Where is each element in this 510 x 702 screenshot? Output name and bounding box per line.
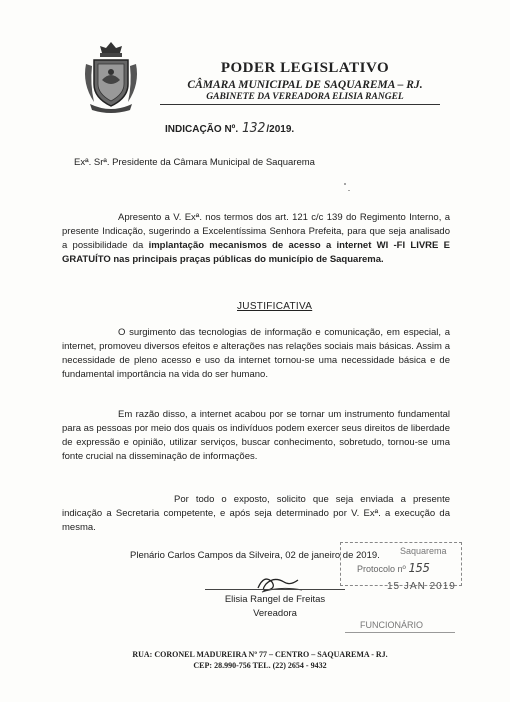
letterhead-title: PODER LEGISLATIVO: [220, 60, 390, 76]
signatory-name: Elisia Rangel de Freitas: [224, 594, 326, 605]
footer-contact: CEP: 28.990-756 TEL. (22) 2654 - 9432: [193, 661, 327, 670]
footer-address: RUA: CORONEL MADUREIRA Nº 77 – CENTRO – SAQUAREMA - RJ.: [132, 650, 388, 659]
stamp-date: 15 JAN 2019: [387, 581, 456, 592]
indication-number-line: [165, 121, 294, 136]
coat-of-arms-logo: [80, 40, 142, 114]
salutation: Exª. Srª. Presidente da Câmara Municipal de Saquarema: [74, 157, 315, 168]
stamp-protocol-number: 155: [408, 561, 431, 575]
stamp-clerk: FUNCIONÁRIO: [360, 620, 423, 630]
indication-year: /2019.: [266, 124, 295, 135]
indication-label: INDICAÇÃO Nº.: [165, 124, 239, 135]
conclusion-text: Por todo o exposto, solicito que seja enviada a presente indicação a Secretaria competente, e após seja determinado por V. Exª. a execução da mesma.: [62, 494, 450, 533]
stamp-protocol: [357, 561, 430, 575]
stamp-clerk-line: [345, 632, 455, 633]
stamp-protocol-label: Protocolo nº: [357, 564, 406, 574]
stamp-institution: Saquarema: [400, 546, 447, 556]
letterhead-office: GABINETE DA VEREADORA ELISIA RANGEL: [206, 92, 404, 102]
justification-2-text: Em razão disso, a internet acabou por se tornar um instrumento fundamental para as pessoas por meio dos quais os indivíduos podem exercer seus direitos de liberdade de expressão e opinião, utilizar serviços, buscar conhecimento, sobretudo, tornou-se uma fonte crucial na disseminação de informações.: [62, 409, 450, 462]
letterhead-divider: [160, 104, 440, 105]
paragraph-justification-1: [62, 326, 450, 382]
letterhead-subtitle: CÂMARA MUNICIPAL DE SAQUAREMA – RJ.: [187, 79, 423, 91]
signature-line: [205, 589, 345, 590]
proposal-bold-text: implantação mecanismos de acesso a internet WI -FI LIVRE E GRATUÍTO nas principais praças públicas do município de Saquarema.: [62, 240, 450, 265]
scan-speck: [344, 183, 346, 185]
place-and-date: Plenário Carlos Campos da Silveira, 02 de janeiro de 2019.: [130, 550, 380, 561]
indication-number: 132: [241, 121, 266, 136]
paragraph-proposal: [62, 211, 450, 267]
paragraph-justification-2: [62, 408, 450, 464]
handwritten-signature: [250, 572, 310, 594]
signatory-role: Vereadora: [253, 608, 297, 619]
paragraph-conclusion: [62, 493, 450, 535]
proposal-text: Apresento a V. Exª. nos termos dos art. 121 c/c 139 do Regimento Interno, a presente Indicação, sugerindo a Excelentíssima Senhora Prefeita, para que seja analisado a possibilidade da: [62, 212, 450, 251]
scan-speck: [348, 190, 350, 191]
letterhead: [160, 60, 450, 102]
justification-heading: JUSTIFICATIVA: [237, 301, 313, 312]
justification-1-text: O surgimento das tecnologias de informação e comunicação, em especial, a internet, promoveu diversos efeitos e alterações nas relações sociais mais básicas. Assim a necessidade de pleno acesso e uso da internet tornou-se uma necessidade básica e de fundamental importância na vida do ser humano.: [62, 327, 450, 380]
